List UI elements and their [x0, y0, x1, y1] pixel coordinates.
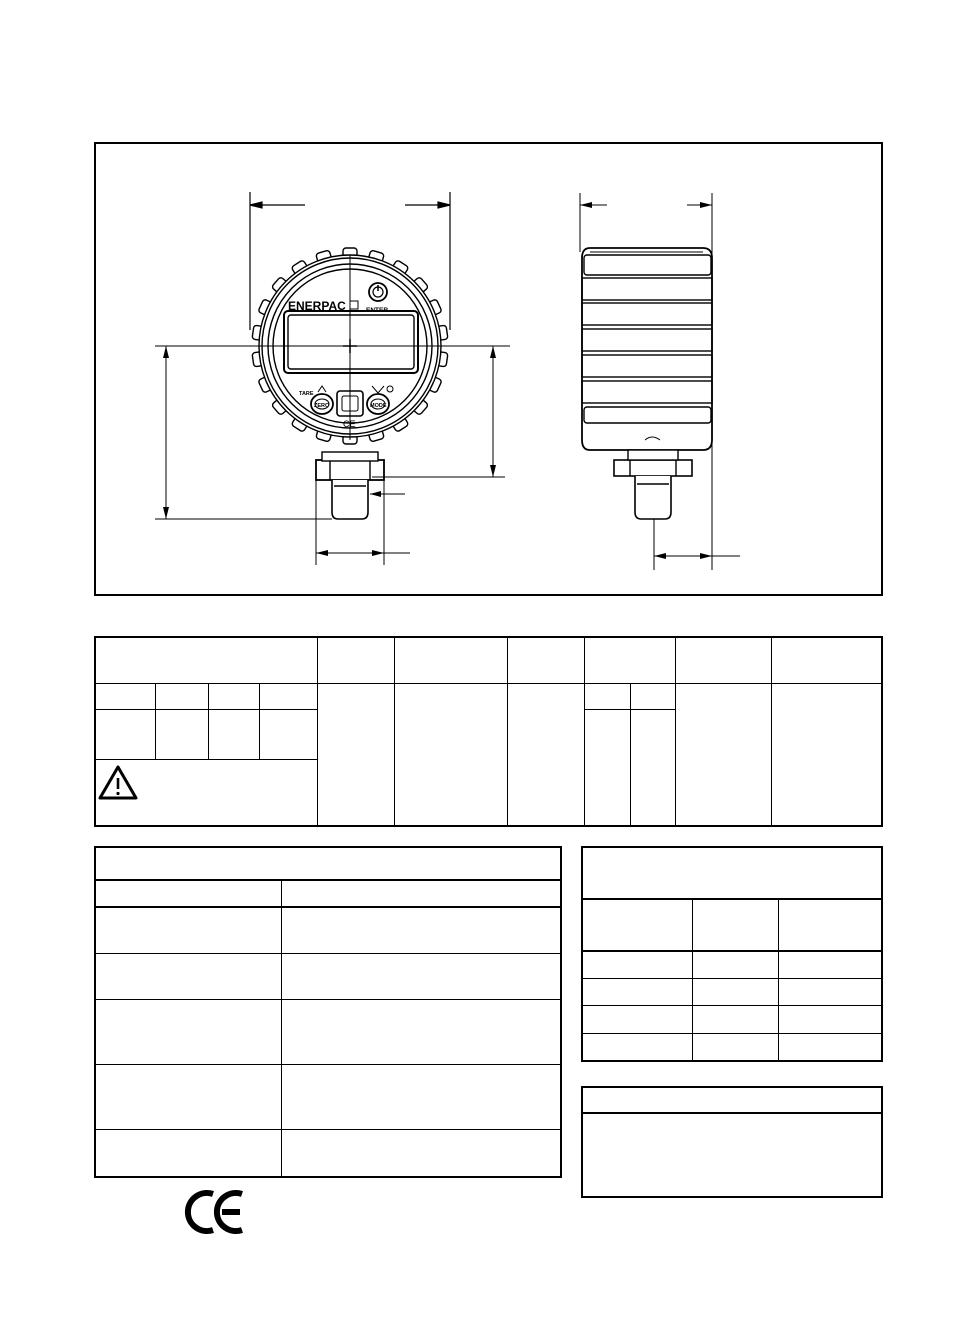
settings-table-title-divider	[95, 879, 561, 881]
units-col-divider	[778, 899, 779, 1061]
units-table	[581, 846, 883, 1062]
settings-row-divider	[95, 999, 561, 1000]
settings-row-divider	[95, 953, 561, 954]
gauge-tare-label: TARE	[299, 391, 314, 397]
spec-subrow-divider	[95, 709, 317, 710]
settings-table-header-divider	[95, 906, 561, 908]
gauge-brand-label: ENERPAC	[288, 299, 346, 313]
spec-col-divider	[317, 637, 318, 826]
spec-subrow-divider	[95, 759, 317, 760]
units-col-divider	[692, 899, 693, 1061]
gauge-zero-label: ZERO	[314, 403, 330, 409]
spec-subcol-divider	[208, 684, 209, 759]
spec-subcol-divider	[259, 684, 260, 759]
spec-table-header-divider	[95, 683, 881, 684]
gauge-ce-mark-small: CE	[343, 419, 356, 429]
spec-table	[94, 636, 883, 827]
spec-subcol-divider	[630, 684, 631, 826]
settings-row-divider	[95, 1129, 561, 1130]
settings-row-divider	[95, 1064, 561, 1065]
spec-col-divider	[507, 637, 508, 826]
gauge-technical-drawing	[0, 0, 954, 600]
spec-col-divider	[771, 637, 772, 826]
gauge-mode-label: MODE	[370, 403, 387, 409]
units-row-divider	[582, 1005, 882, 1006]
spec-col-divider	[675, 637, 676, 826]
notes-box	[581, 1086, 883, 1198]
units-row-divider	[582, 1033, 882, 1034]
spec-col-divider	[584, 637, 585, 826]
ce-conformity-mark	[188, 1193, 242, 1231]
spec-col-divider	[394, 637, 395, 826]
notes-box-title-divider	[582, 1112, 882, 1114]
spec-subrow-divider	[585, 709, 675, 710]
units-table-title-divider	[582, 898, 882, 900]
units-table-header-divider	[582, 950, 882, 952]
units-row-divider	[582, 978, 882, 979]
spec-subcol-divider	[155, 684, 156, 759]
lcd-display	[284, 311, 418, 373]
gauge-enter-label: ENTER	[366, 307, 389, 314]
settings-col-divider	[281, 880, 282, 1177]
